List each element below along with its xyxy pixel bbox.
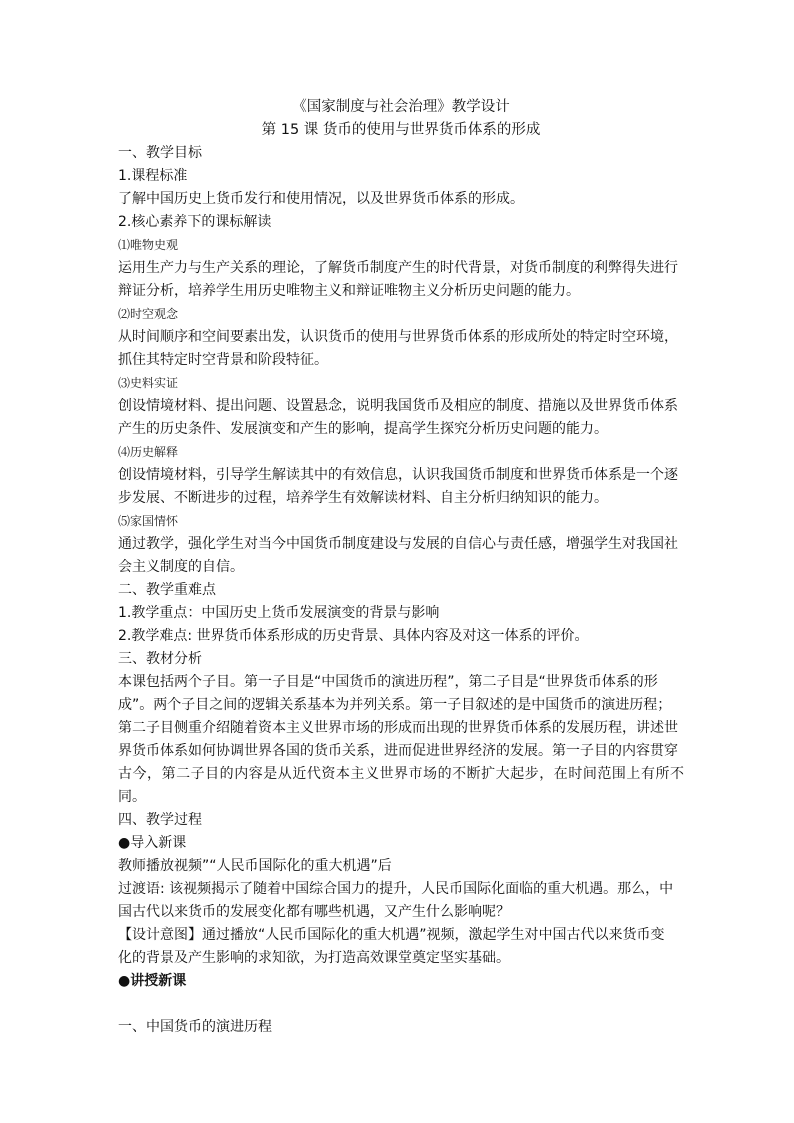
paragraph-line: 了解中国历史上货币发行和使用情况，以及世界货币体系的形成。 xyxy=(118,191,524,207)
section-heading-chinese-currency: 一、中国货币的演进历程 xyxy=(118,1019,272,1035)
section-heading-objectives: 一、教学目标 xyxy=(118,145,202,161)
paragraph-line: 2.教学难点: 世界货币体系形成的历史背景、具体内容及对这一体系的评价。 xyxy=(118,628,589,644)
paragraph-line: 产生的历史条件、发展演变和产生的影响，提高学生探究分析历史问题的能力。 xyxy=(118,421,608,437)
subheading-curriculum-standard: 1.课程标准 xyxy=(118,168,188,184)
item-heading-materialism: ⑴唯物史观 xyxy=(118,238,179,252)
paragraph-line: 步发展、不断进步的过程，培养学生有效解读材料、自主分析归纳知识的能力。 xyxy=(118,490,608,506)
paragraph-line: 古今，第二子目的内容是从近代资本主义世界市场的不断扩大起步，在时间范围上有所不同。 xyxy=(118,766,684,805)
doc-title: 《国家制度与社会治理》教学设计 xyxy=(292,99,510,115)
paragraph-line: 成”。两个子目之间的逻辑关系基本为并列关系。第一子目叙述的是中国货币的演进历程； xyxy=(118,697,672,713)
lesson-title: 第 15 课 货币的使用与世界货币体系的形成 xyxy=(261,122,541,138)
bullet-heading-new-lesson: ●讲授新课 xyxy=(118,973,187,989)
paragraph-line: 界货币体系如何协调世界各国的货币关系，进而促进世界经济的发展。第一子目的内容贯穿 xyxy=(118,743,678,759)
paragraph-line: 过渡语: 该视频揭示了随着中国综合国力的提升，人民币国际化面临的重大机遇。那么，中 xyxy=(118,881,674,897)
paragraph-line: 教师播放视频”“人民币国际化的重大机遇”后 xyxy=(118,858,392,874)
section-heading-key-points: 二、教学重难点 xyxy=(118,582,216,598)
section-heading-teaching-process: 四、教学过程 xyxy=(118,812,202,828)
paragraph-line: 国古代以来货币的发展变化都有哪些机遇，又产生什么影响呢？ xyxy=(118,904,510,920)
paragraph-line: 本课包括两个子目。第一子目是“中国货币的演进历程”，第二子目是“世界货币体系的形 xyxy=(118,674,658,690)
section-heading-textbook-analysis: 三、教材分析 xyxy=(118,651,202,667)
document-body xyxy=(118,96,684,1039)
item-heading-interpretation: ⑷历史解释 xyxy=(118,445,179,459)
subheading-core-literacy: 2.核心素养下的课标解读 xyxy=(118,214,272,230)
bullet-heading-intro: ●导入新课 xyxy=(118,835,187,851)
item-heading-evidence: ⑶史料实证 xyxy=(118,376,179,390)
paragraph-line: 从时间顺序和空间要素出发，认识货币的使用与世界货币体系的形成所处的特定时空环境， xyxy=(118,329,678,345)
paragraph-line: 【设计意图】通过播放“人民币国际化的重大机遇”视频，激起学生对中国古代以来货币变 xyxy=(118,927,665,943)
paragraph-line: 化的背景及产生影响的求知欲，为打造高效课堂奠定坚实基础。 xyxy=(118,950,510,966)
item-heading-patriotism: ⑸家国情怀 xyxy=(118,514,179,528)
paragraph-line: 辩证分析，培养学生用历史唯物主义和辩证唯物主义分析历史问题的能力。 xyxy=(118,283,580,299)
paragraph-line: 通过教学，强化学生对当今中国货币制度建设与发展的自信心与责任感，增强学生对我国社 xyxy=(118,536,678,552)
blank-line xyxy=(118,993,684,1016)
paragraph-line: 第二子目侧重介绍随着资本主义世界市场的形成而出现的世界货币体系的发展历程，讲述世 xyxy=(118,720,678,736)
paragraph-line: 抓住其特定时空背景和阶段特征。 xyxy=(118,352,328,368)
paragraph-line: 创设情境材料，引导学生解读其中的有效信息，认识我国货币制度和世界货币体系是一个逐 xyxy=(118,467,678,483)
paragraph-line: 运用生产力与生产关系的理论，了解货币制度产生的时代背景，对货币制度的利弊得失进行 xyxy=(118,260,678,276)
paragraph-line: 会主义制度的自信。 xyxy=(118,559,244,575)
item-heading-spacetime: ⑵时空观念 xyxy=(118,307,179,321)
paragraph-line: 创设情境材料、提出问题、设置悬念，说明我国货币及相应的制度、措施以及世界货币体系 xyxy=(118,398,678,414)
paragraph-line: 1.教学重点：中国历史上货币发展演变的背景与影响 xyxy=(118,605,440,621)
